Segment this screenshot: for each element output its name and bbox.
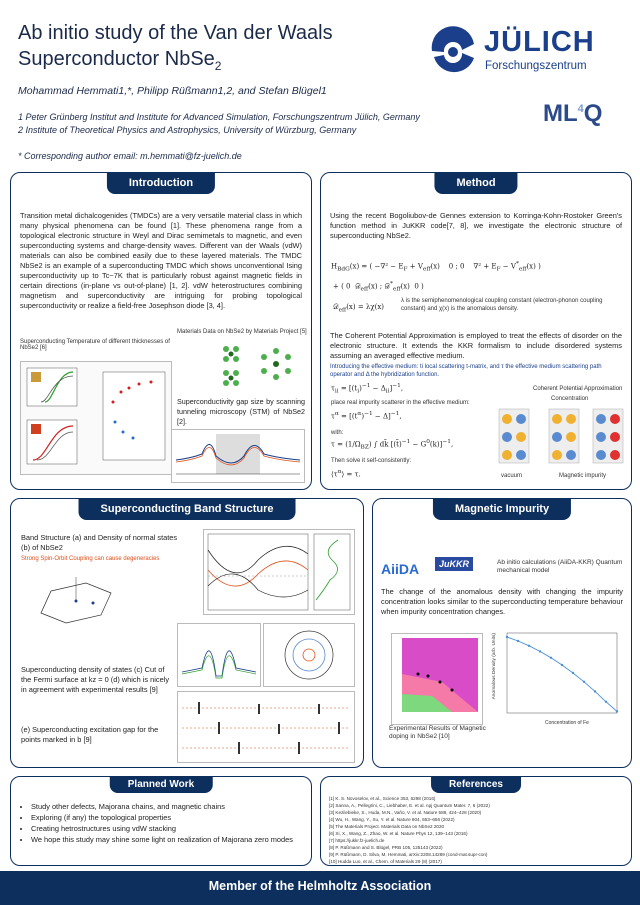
band-text-a: Band Structure (a) and Density of normal states (b) of NbSe2: [21, 533, 178, 552]
jukkr-logo: JuKKR: [435, 557, 473, 571]
data-point: [528, 645, 530, 647]
experimental-magnetic-plot: [392, 634, 482, 724]
self-consistent-note: Then solve it self-consistently:: [331, 458, 412, 464]
place-note: place real impurity scatterer in the effective medium:: [331, 400, 470, 406]
band-text-a-red: Strong Spin-Orbit Coupling can cause degeneracies: [21, 556, 160, 562]
planned-work-panel: [10, 776, 312, 866]
data-point: [539, 650, 541, 652]
reference-item: [7] https://jukkr.fz-juelich.de: [329, 838, 385, 843]
band-text-e: (e) Superconducting excitation gap for the points marked in b [9]: [21, 725, 159, 744]
with-note: with:: [331, 430, 344, 436]
data-point: [583, 681, 585, 683]
tc-thickness-plot: [21, 362, 171, 474]
fig-tc-caption: Superconducting Temperature of different thicknesses of NbSe2 [6]: [20, 339, 170, 351]
band-structure-figure: [203, 529, 355, 615]
reference-item: [8] P. Rüßmann and S. Blügel, PRB 105, 125143 (2022): [329, 845, 443, 850]
footer-banner: Member of the Helmholtz Association: [0, 871, 640, 905]
reference-item: [1] K. S. Novoselov, et al., Science 353, 6298 (2016): [329, 796, 436, 801]
planned-item: • Study other defects, Majorana chains, and magnetic chains: [31, 801, 305, 812]
introduction-heading: Introduction: [107, 172, 215, 194]
brillouin-zone-graphic: [31, 571, 121, 641]
data-point: [517, 640, 519, 642]
title-line1: Ab initio study of the Van der Waals: [18, 22, 333, 44]
method-body: Using the recent Bogoliubov-de Gennes extension to Korringa-Kohn-Rostoker Green's function method in JuKKR code[7, 8], we investigate the electronic structure of superconducting NbSe2.: [330, 211, 622, 240]
planned-work-heading: Planned Work: [110, 776, 213, 793]
authors: Mohammad Hemmati1,*, Philipp Rüßmann1,2, and Stefan Blügel1: [18, 85, 327, 97]
affiliation-2: 2 Institute of Theoretical Physics and Astrophysics, University of Würzburg, Germany: [18, 125, 357, 135]
cpa-eq-4: $⟨\tau^\alpha⟩ = \tau$.: [331, 469, 361, 479]
data-point: [594, 690, 596, 692]
magnetic-body: The change of the anomalous density with changing the impurity concentration looks similar to the superconducting temperature behaviour when impurity concentration changes.: [381, 587, 623, 616]
ml4q-q: Q: [583, 100, 603, 127]
sc-dos-plot: [178, 624, 260, 686]
excitation-gap-plot: [178, 692, 354, 762]
chart-frame: [507, 633, 617, 713]
references-list: [329, 795, 627, 865]
anomalous-density-chart-svg: [491, 627, 625, 727]
planned-item: • We hope this study may shine some light on realization of Majorana zero modes: [31, 834, 305, 845]
reference-item: [9] P. Rüßmann, D. Silva, M. Hemmati, arXiv:2208.14289 (cond-mat.supr-con): [329, 852, 488, 857]
data-point: [605, 701, 607, 703]
tc-thickness-figure: [20, 361, 172, 475]
experimental-magnetic-figure: [391, 633, 483, 725]
anomalous-density-chart: [491, 627, 625, 727]
data-point: [572, 672, 574, 674]
effective-pairing-eq: 𝒟$_{eff}$(x) = λχ(x): [333, 303, 385, 314]
band-structure-plot: [204, 530, 354, 614]
chart-ylabel: Anomalous Density (arb. Units): [492, 633, 497, 700]
references-heading: References: [431, 776, 521, 793]
fermi-surface-figure: [263, 623, 355, 687]
data-point: [616, 710, 618, 712]
cpa-eq-2: $\tau^\alpha = [(t^\alpha)^{-1} - \Delta]^{-1}$,: [331, 411, 402, 421]
stm-gap-plot: [172, 430, 304, 482]
method-panel: [320, 172, 632, 490]
logo-main-text: JÜLICH: [484, 26, 595, 58]
reference-item: [10] Hudda Luo, et al., Chem. of Materials 29 (8) (2017): [329, 859, 442, 864]
ml4q-sup: 4: [577, 103, 584, 115]
chart-xlabel: Concentration of Fe: [545, 720, 589, 726]
crystal-structure-figure: [216, 341, 301, 391]
planned-work-list: [21, 801, 305, 845]
cpa-eq-1: $\tau_{ii} = [(t_i)^{-1} - \Delta_{ii}]^{-1}$,: [331, 383, 404, 395]
corresponding-author: * Corresponding author email: m.hemmati@fz-juelich.de: [18, 151, 242, 161]
fermi-surface-plot: [264, 624, 354, 686]
excitation-gap-figure: [177, 691, 355, 763]
sc-dos-figure: [177, 623, 261, 687]
introduction-body: Transition metal dichalcogenides (TMDCs) are a very versatile material class in which many physical phenomena can be found [1]. These phenomena range from a topological electronic structure in Weyl and Dirac semimetals to magnetic, and even superconducting systems and charge-density waves. Different van der Waals (vdW) materials can also be combined easily due to these layered materials. The TMDC NbSe2 is an example of a superconducting TMDC which shows unconventional Ising superconductivity up to Tc~7K that is particularly robust against magnetic fields in certain directions (in-plane vs out-of-plane) [1, 2]. vdW heterostructures combining magnetism and superconductivity are intriguing for probing topological superconductivity or realize a field-free Josephson diode [3, 4].: [20, 211, 302, 310]
ml4q-ml: ML: [543, 100, 578, 127]
title-line2: Superconductor NbSe: [18, 48, 215, 70]
logo-sub-text: Forschungszentrum: [485, 60, 587, 72]
reference-item: [3] Kezilebieke, S., Huda, M.N., Vaňo, V. et al. Nature 588, 424–428 (2020): [329, 810, 482, 815]
data-point: [550, 657, 552, 659]
bdg-hamiltonian-eq: $H_{BdG}(x)$ = ( $-\nabla^2 - E_F + V_{eff}(x)$ 0 ; 0 $\nabla^2 + E_F - V^*_{eff}(x)$ ): [331, 261, 541, 273]
stm-gap-figure: [171, 429, 305, 483]
eq-note: λ is the semiphenomenological coupling constant (electron-phonon coupling constant) and χ(x) is the anomalous density.: [401, 298, 603, 312]
reference-item: [5] The Materials Project. Materials Data on NbSe2 2020: [329, 824, 445, 829]
title-sub: 2: [214, 59, 222, 73]
aiida-logo: AiiDA: [381, 561, 420, 577]
calc-text: Ab initio calculations (AiiDA-KKR) Quantum mechanical model: [497, 559, 623, 574]
band-structure-panel: [10, 498, 364, 768]
pairing-matrix-eq: + ( 0 𝒟$_{eff}$(x) ; 𝒟*$_{eff}$(x) 0 ): [333, 281, 424, 293]
introduction-panel: [10, 172, 312, 490]
references-panel: [320, 776, 632, 866]
fig-materials-caption: Materials Data on NbSe2 by Materials Project [5]: [177, 329, 307, 335]
cpa-body: The Coherent Potential Approximation is employed to treat the effects of disorder on the electronic structure. It extends the KKR formalism to include disordered systems assuming an averaged effective medium.: [330, 331, 622, 360]
magnetic-impurity-panel: [372, 498, 632, 768]
cpa-eq-3: $\tau = (1/\Omega_{BZ})$ ∫ dk̃ [(t̃)$^{-1}$ − $G^0(k)]^{-1}$,: [331, 439, 454, 451]
reference-item: [4] Wu, H., Wang, Y., Xu, Y. et al. Nature 604, 653–656 (2022): [329, 817, 455, 822]
title-line2-wrap: [18, 46, 333, 79]
ml4q-logo: [543, 100, 602, 128]
cpa-figure: [497, 397, 625, 471]
cpa-impurity-label: Magnetic impurity: [559, 473, 607, 479]
cpa-diagram: [497, 397, 625, 471]
juelich-logo: [428, 26, 624, 76]
cpa-note: Introducing the effective medium: ti local scattering t-matrix, and τ the effective medium scattering path operator and Δ the hybridization function.: [330, 364, 602, 378]
cpa-figure-title: Coherent Potential Approximation: [533, 386, 623, 392]
band-structure-heading: Superconducting Band Structure: [79, 498, 296, 520]
cpa-vacuum-label: vacuum: [501, 473, 523, 479]
planned-item: • Creating hetrostructures using vdW stacking: [31, 823, 305, 834]
poster-title: [18, 20, 333, 79]
reference-item: [2] Sanna, A., Pellegrini, C., Liebhaber, E. et al. npj Quantum Mater. 7, 6 (2022): [329, 803, 490, 808]
band-text-c: Superconducting density of states (c) Cut of the Fermi surface at kz = 0 (d) which is nicely in agreement with experimental results [9]: [21, 665, 170, 694]
reference-item: [6] Xi, X., Wang, Z., Zhao, W. et al. Nature Phys 12, 139–143 (2016): [329, 831, 468, 836]
fig-stm-caption: Superconductivity gap size by scanning tunneling microscopy (STM) of NbSe2 [2].: [177, 397, 305, 426]
cpa-concentration-label: Concentration: [551, 396, 589, 402]
crystal-structure-graphic: [216, 341, 301, 391]
affiliation-1: 1 Peter Grünberg Institut and Institute for Advanced Simulation, Forschungszentrum Jülich, Germany: [18, 112, 420, 122]
planned-item: • Exploring (if any) the topological properties: [31, 812, 305, 823]
magnetic-impurity-heading: Magnetic Impurity: [433, 498, 571, 520]
juelich-logo-icon: [428, 26, 480, 76]
data-point: [506, 636, 508, 638]
brillouin-zone-figure: [31, 571, 121, 641]
experimental-caption: Experimental Results of Magnetic doping in NbSe2 [10]: [389, 725, 486, 740]
method-heading: Method: [434, 172, 517, 194]
data-point: [561, 664, 563, 666]
